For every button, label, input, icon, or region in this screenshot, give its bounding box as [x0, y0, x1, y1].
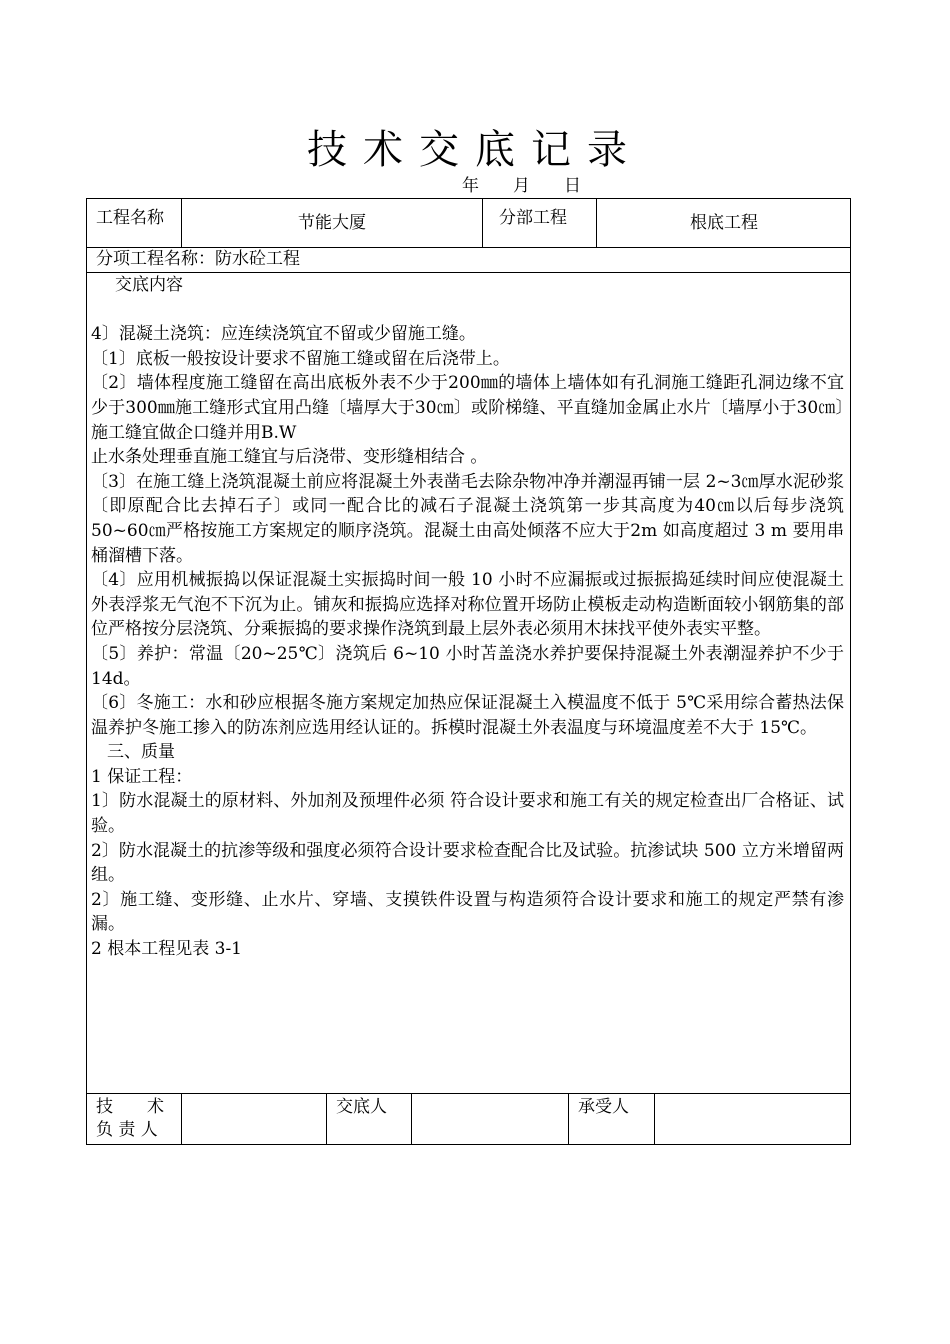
content-paragraph: 〔3〕在施工缝上浇筑混凝土前应将混凝土外表凿毛去除杂物冲净并潮湿再铺一层 2~3㎝厚水泥砂浆〔即原配合比去掉石子〕或同一配合比的减石子混凝土浇筑第一步其高度为40㎝以后每步浇筑 50~60㎝严格按施工方案规定的顺序浇筑。混凝土由高处倾落不应大于2m 如高度超过 3 m 要用串桶溜槽下落。 [91, 471, 844, 566]
division-value: 根底工程 [690, 213, 758, 233]
content-paragraph: 2〕施工缝、变形缝、止水片、穿墙、支摸铁件设置与构造须符合设计要求和施工的规定严禁有渗漏。 [91, 889, 844, 935]
content-paragraph: 1〕防水混凝土的原材料、外加剂及预埋件必须 符合设计要求和施工有关的规定检查出厂合格证、试验。 [91, 791, 844, 837]
content-paragraph: 〔4〕应用机械振捣以保证混凝土实振捣时间一般 10 小时不应漏振或过振振捣延续时间应使混凝土外表浮浆无气泡不下沉为止。铺灰和振捣应选择对称位置开场防止模板走动构造断面较小钢筋集的部位严格按分层浇筑、分乘振捣的要求操作浇筑到最上层外表必须用木抹找平使外表实平整。 [91, 570, 844, 640]
handover-person-label: 交底人 [327, 1094, 412, 1144]
tech-lead-label-line2: 负 责 人 [96, 1120, 158, 1140]
content-paragraph: 止水条处理垂直施工缝宜与后浇带、变形缝相结合 。 [91, 447, 488, 468]
project-name-value: 节能大厦 [182, 199, 483, 247]
tech-lead-label-line1: 技 术 [96, 1097, 164, 1117]
content-paragraph: 4〕混凝土浇筑：应连续浇筑宜不留或少留施工缝。 [91, 324, 476, 345]
content-paragraph: 〔5〕养护：常温〔20~25℃〕浇筑后 6~10 小时苫盖浇水养护要保持混凝土外表潮湿养护不少于 14d。 [91, 643, 844, 689]
content-paragraph: 〔2〕墙体程度施工缝留在高出底板外表不少于200㎜的墙体上墙体如有孔洞施工缝距孔洞边缘不宜少于300㎜施工缝形式宜用凸缝〔墙厚大于30㎝〕或阶梯缝、平直缝加金属止水片〔墙厚小于30㎝〕施工缝宜做企口缝并用B.W [91, 373, 844, 443]
division-label: 分部工程 [483, 199, 597, 247]
project-row [87, 199, 850, 248]
content-paragraph: 2 根本工程见表 3-1 [91, 939, 242, 960]
date-line [462, 176, 581, 196]
section-heading-quality: 三、质量 [107, 742, 175, 763]
handover-person-signature [412, 1094, 569, 1144]
signature-row [87, 1093, 850, 1144]
content-paragraph: 〔6〕冬施工：水和砂应根据冬施方案规定加热应保证混凝土入模温度不低于 5℃采用综合蓄热法保温养护冬施工掺入的防冻剂应选用经认证的。拆模时混凝土外表温度与环境温度差不大于 15℃。 [91, 693, 844, 738]
record-form [86, 198, 851, 1145]
content-paragraph: 2〕防水混凝土的抗渗等级和强度必须符合设计要求检查配合比及试验。抗渗试块 500 立方米增留两组。 [91, 840, 844, 886]
date-day: 日 [564, 176, 581, 196]
project-name-label: 工程名称 [87, 199, 182, 247]
handover-content [91, 273, 844, 962]
content-paragraph: 1 保证工程： [91, 766, 193, 787]
date-month: 月 [513, 176, 530, 196]
receiver-signature [655, 1094, 851, 1144]
document-title: 技术交底记录 [307, 127, 643, 173]
subitem-line: 分项工程名称：防水砼工程 [87, 247, 850, 273]
date-year: 年 [462, 176, 479, 196]
content-paragraph: 〔1〕底板一般按设计要求不留施工缝或留在后浇带上。 [91, 348, 510, 369]
receiver-label: 承受人 [569, 1094, 655, 1144]
tech-lead-label [87, 1094, 182, 1144]
content-heading: 交底内容 [115, 275, 183, 295]
tech-lead-signature [182, 1094, 327, 1144]
